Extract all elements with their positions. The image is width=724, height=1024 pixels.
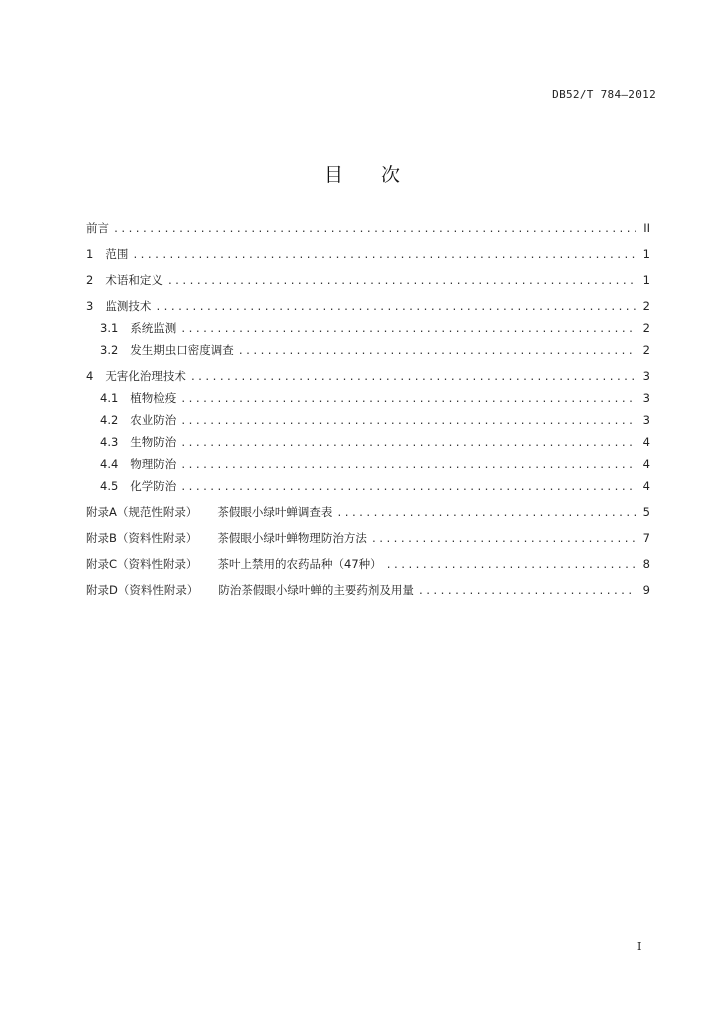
- toc-page-number: 1: [642, 273, 650, 287]
- toc-page-number: 2: [642, 299, 650, 313]
- toc-leader-dots: [180, 320, 636, 340]
- toc-page-number: 5: [642, 505, 650, 519]
- toc-leader-dots: [113, 220, 636, 240]
- toc-entry-number: 3.2: [100, 343, 119, 357]
- toc-entry-foreword[interactable]: [86, 218, 650, 240]
- toc-entry-number: 4: [86, 369, 94, 383]
- toc-leader-dots: [418, 582, 636, 602]
- toc-page-number: 3: [642, 391, 650, 405]
- toc-entry-label: 物理防治: [130, 457, 177, 471]
- toc-entry-3[interactable]: [86, 296, 650, 318]
- toc-entry-4[interactable]: [86, 366, 650, 388]
- toc-page-number: 3: [642, 369, 650, 383]
- toc-entry-label: 范围: [105, 247, 129, 261]
- toc-entry-label: 防治茶假眼小绿叶蝉的主要药剂及用量: [218, 583, 414, 597]
- toc-entry-number: 4.4: [100, 457, 119, 471]
- toc-entry-label: 无害化治理技术: [105, 369, 186, 383]
- toc-leader-dots: [132, 246, 636, 266]
- toc-entry-label: 茶叶上禁用的农药品种（47种）: [217, 557, 382, 571]
- page-title: 目次: [323, 164, 438, 186]
- toc-page-number: 3: [642, 413, 650, 427]
- toc-entry-4-5[interactable]: [86, 476, 650, 498]
- toc-entry-3-1[interactable]: [86, 318, 650, 340]
- toc-leader-dots: [336, 504, 636, 524]
- toc-entry-number: 1: [86, 247, 94, 261]
- toc-page-number: 8: [642, 557, 650, 571]
- toc-entry-number: 附录A（规范性附录）: [86, 505, 198, 519]
- page-number: I: [637, 940, 642, 953]
- toc-leader-dots: [180, 478, 636, 498]
- toc-entry-label: 植物检疫: [130, 391, 177, 405]
- toc-entry-label: 前言: [86, 221, 109, 235]
- toc-entry-number: 4.2: [100, 413, 119, 427]
- toc-entry-label: 发生期虫口密度调查: [130, 343, 234, 357]
- toc-entry-number: 4.3: [100, 435, 119, 449]
- toc-entry-4-2[interactable]: [86, 410, 650, 432]
- toc-entry-number: 3: [86, 299, 94, 313]
- toc-entry-label: 监测技术: [105, 299, 152, 313]
- toc-leader-dots: [180, 412, 636, 432]
- toc-leader-dots: [371, 530, 636, 550]
- toc-entry-number: 附录B（资料性附录）: [86, 531, 198, 545]
- toc-page-number: 7: [642, 531, 650, 545]
- table-of-contents: [86, 218, 650, 602]
- toc-entry-number: 3.1: [100, 321, 119, 335]
- toc-page-number: 2: [642, 343, 650, 357]
- toc-entry-number: 2: [86, 273, 94, 287]
- toc-entry-4-4[interactable]: [86, 454, 650, 476]
- toc-entry-appendix-b[interactable]: [86, 528, 650, 550]
- toc-page-number: 4: [642, 457, 650, 471]
- toc-entry-4-1[interactable]: [86, 388, 650, 410]
- toc-entry-label: 生物防治: [130, 435, 177, 449]
- toc-entry-number: 4.5: [100, 479, 119, 493]
- toc-entry-label: 茶假眼小绿叶蝉物理防治方法: [217, 531, 367, 545]
- toc-leader-dots: [155, 298, 636, 318]
- toc-leader-dots: [180, 434, 636, 454]
- toc-entry-4-3[interactable]: [86, 432, 650, 454]
- toc-entry-2[interactable]: [86, 270, 650, 292]
- toc-leader-dots: [386, 556, 636, 576]
- toc-page-number: 2: [642, 321, 650, 335]
- toc-entry-number: 附录C（资料性附录）: [86, 557, 198, 571]
- toc-entry-number: 4.1: [100, 391, 119, 405]
- toc-page-number: 1: [642, 247, 650, 261]
- toc-page-number: 4: [642, 479, 650, 493]
- toc-leader-dots: [190, 368, 636, 388]
- toc-entry-label: 系统监测: [130, 321, 177, 335]
- toc-page-number: 9: [642, 583, 650, 597]
- toc-leader-dots: [180, 456, 636, 476]
- toc-entry-appendix-a[interactable]: [86, 502, 650, 524]
- document-code: DB52/T 784—2012: [552, 88, 656, 101]
- toc-entry-label: 茶假眼小绿叶蝉调查表: [217, 505, 333, 519]
- toc-entry-appendix-d[interactable]: [86, 580, 650, 602]
- toc-entry-3-2[interactable]: [86, 340, 650, 362]
- toc-leader-dots: [180, 390, 636, 410]
- toc-leader-dots: [238, 342, 636, 362]
- toc-entry-number: 附录D（资料性附录）: [86, 583, 199, 597]
- toc-entry-appendix-c[interactable]: [86, 554, 650, 576]
- toc-entry-1[interactable]: [86, 244, 650, 266]
- toc-page-number: II: [643, 221, 650, 235]
- toc-entry-label: 农业防治: [130, 413, 177, 427]
- toc-leader-dots: [167, 272, 636, 292]
- toc-entry-label: 化学防治: [130, 479, 177, 493]
- toc-entry-label: 术语和定义: [105, 273, 163, 287]
- toc-page-number: 4: [642, 435, 650, 449]
